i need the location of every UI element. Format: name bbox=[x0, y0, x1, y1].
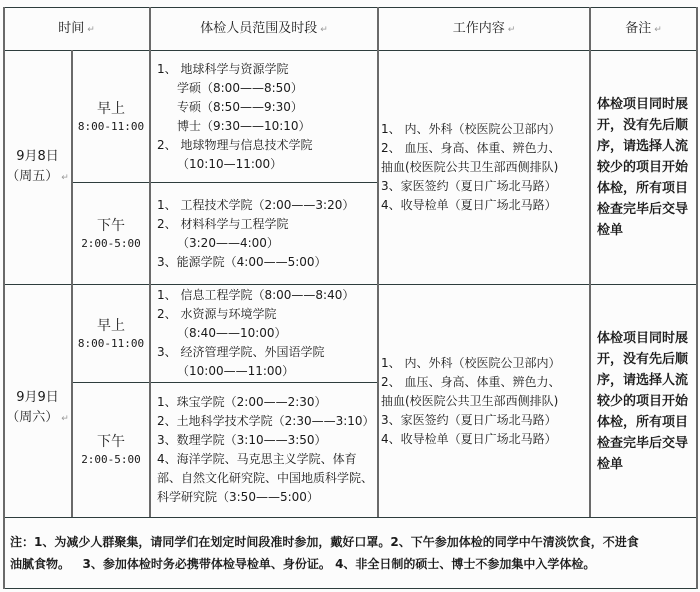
period-name: 下午 bbox=[97, 434, 125, 450]
scope-line: 1、 信息工程学院（8:00——8:40） bbox=[157, 288, 355, 302]
col-divider-time bbox=[149, 7, 151, 517]
scope-line: 2、 材料科学与工程学院 bbox=[157, 216, 289, 231]
scope-cell-fri-afternoon bbox=[153, 183, 377, 284]
scope-cell-sat-afternoon bbox=[153, 383, 377, 517]
work-line: 3、家医签约（夏日广场北马路） bbox=[381, 412, 557, 427]
scope-line: 2、土地科学技术学院（2:30——3:10） bbox=[157, 414, 375, 428]
period-time: 2:00-5:00 bbox=[81, 236, 141, 250]
remark-text: 体检项目同时展开，没有先后顺序，请选择人流较少的项目开始体检，所有项目检查完毕后交导检单 bbox=[597, 97, 689, 238]
work-cell-sat bbox=[381, 285, 589, 517]
scope-line: 专硕（8:50——9:30） bbox=[177, 99, 303, 114]
period-cell-fri-morning bbox=[73, 51, 149, 182]
weekday-label: （周五） bbox=[6, 169, 59, 184]
table-bottom-border bbox=[4, 588, 698, 589]
period-time: 2:00-5:00 bbox=[81, 453, 141, 466]
scope-line: 4、海洋学院、马克思主义学院、体育 bbox=[157, 452, 357, 466]
work-cell-fri bbox=[381, 51, 589, 284]
scope-line: （8:40——10:00） bbox=[177, 326, 287, 340]
scope-cell-fri-morning bbox=[153, 51, 377, 182]
work-line: 4、收导检单（夏日广场北马路） bbox=[381, 198, 557, 212]
period-cell-fri-afternoon bbox=[73, 183, 149, 284]
scope-line: 科学研究院（3:50——5:00） bbox=[157, 490, 319, 504]
remark-cell-fri bbox=[591, 51, 696, 284]
work-line: 抽血(校医院公共卫生部西侧排队) bbox=[381, 393, 559, 408]
work-line: 1、 内、外科（校医院公卫部内） bbox=[381, 122, 561, 136]
period-name: 下午 bbox=[97, 217, 125, 234]
scope-line: （10:10—11:00） bbox=[177, 156, 283, 171]
scope-line: 1、 地球科学与资源学院 bbox=[157, 61, 289, 76]
remark-text: 体检项目同时展开，没有先后顺序，请选择人流较少的项目开始体检，所有项目检查完毕后交导检单 bbox=[597, 330, 689, 472]
table-right-border bbox=[696, 7, 698, 589]
note-line: 油腻食物。 3、参加体检时务必携带体检导检单、身份证。 4、非全日制的硕士、博士不参加集中入学体检。 bbox=[10, 557, 596, 571]
scope-line: 学硕（8:00——8:50） bbox=[177, 80, 303, 95]
weekday-label: （周六） bbox=[6, 409, 59, 425]
period-time: 8:00-11:00 bbox=[77, 336, 145, 350]
work-line: 4、收导检单（夏日广场北马路） bbox=[381, 431, 557, 446]
scope-line: 2、 地球物理与信息技术学院 bbox=[157, 137, 313, 152]
note-line: 注：1、为减少人群聚集，请同学们在划定时间段准时参加，戴好口罩。2、下午参加体检的同学中午清淡饮食，不进食 bbox=[10, 535, 639, 549]
header-work: 工作内容 ↵ bbox=[452, 20, 516, 36]
date-label: 9月8日 bbox=[16, 149, 59, 164]
work-line: 2、 血压、身高、体重、辨色力、 bbox=[381, 374, 561, 389]
period-cell-sat-afternoon bbox=[73, 383, 149, 517]
scope-line: 1、 工程技术学院（2:00——3:20） bbox=[157, 197, 355, 212]
header-scope: 体检人员范围及时段 ↵ bbox=[200, 20, 328, 36]
scope-line: （10:00——11:00） bbox=[177, 364, 295, 378]
scope-line: 部、自然文化研究院、中国地质科学院、 bbox=[157, 471, 374, 485]
scope-line: 3、数理学院（3:10——3:50） bbox=[157, 433, 327, 447]
work-line: 1、 内、外科（校医院公卫部内） bbox=[381, 355, 561, 370]
work-line: 2、 血压、身高、体重、辨色力、 bbox=[381, 141, 561, 155]
scope-line: 1、珠宝学院（2:00——2:30） bbox=[157, 395, 327, 409]
remark-cell-sat bbox=[591, 285, 696, 517]
col-divider-scope bbox=[377, 7, 379, 517]
header-remark: 备注 ↵ bbox=[625, 20, 662, 36]
period-time: 8:00-11:00 bbox=[77, 119, 145, 133]
header-time: 时间 ↵ bbox=[58, 20, 95, 36]
period-name: 早上 bbox=[97, 317, 125, 334]
scope-line: 3、 经济管理学院、外国语学院 bbox=[157, 345, 325, 359]
period-cell-sat-morning bbox=[73, 285, 149, 382]
scope-line: 博士（9:30——10:10） bbox=[177, 118, 311, 133]
date-label: 9月9日 bbox=[16, 389, 59, 405]
scope-line: 3、能源学院（4:00——5:00） bbox=[157, 254, 327, 269]
date-cell-fri: 9月8日 （周五） ↵ bbox=[6, 149, 69, 184]
notes-cell bbox=[4, 518, 696, 588]
scope-cell-sat-morning bbox=[153, 285, 377, 382]
work-line: 3、家医签约（夏日广场北马路） bbox=[381, 179, 557, 193]
scope-line: 2、 水资源与环境学院 bbox=[157, 307, 277, 321]
scope-line: （3:20——4:00） bbox=[177, 235, 279, 250]
period-name: 早上 bbox=[97, 100, 125, 117]
work-line: 抽血(校医院公共卫生部西侧排队) bbox=[381, 160, 559, 174]
date-cell-sat: 9月9日 （周六） ↵ bbox=[6, 389, 69, 425]
